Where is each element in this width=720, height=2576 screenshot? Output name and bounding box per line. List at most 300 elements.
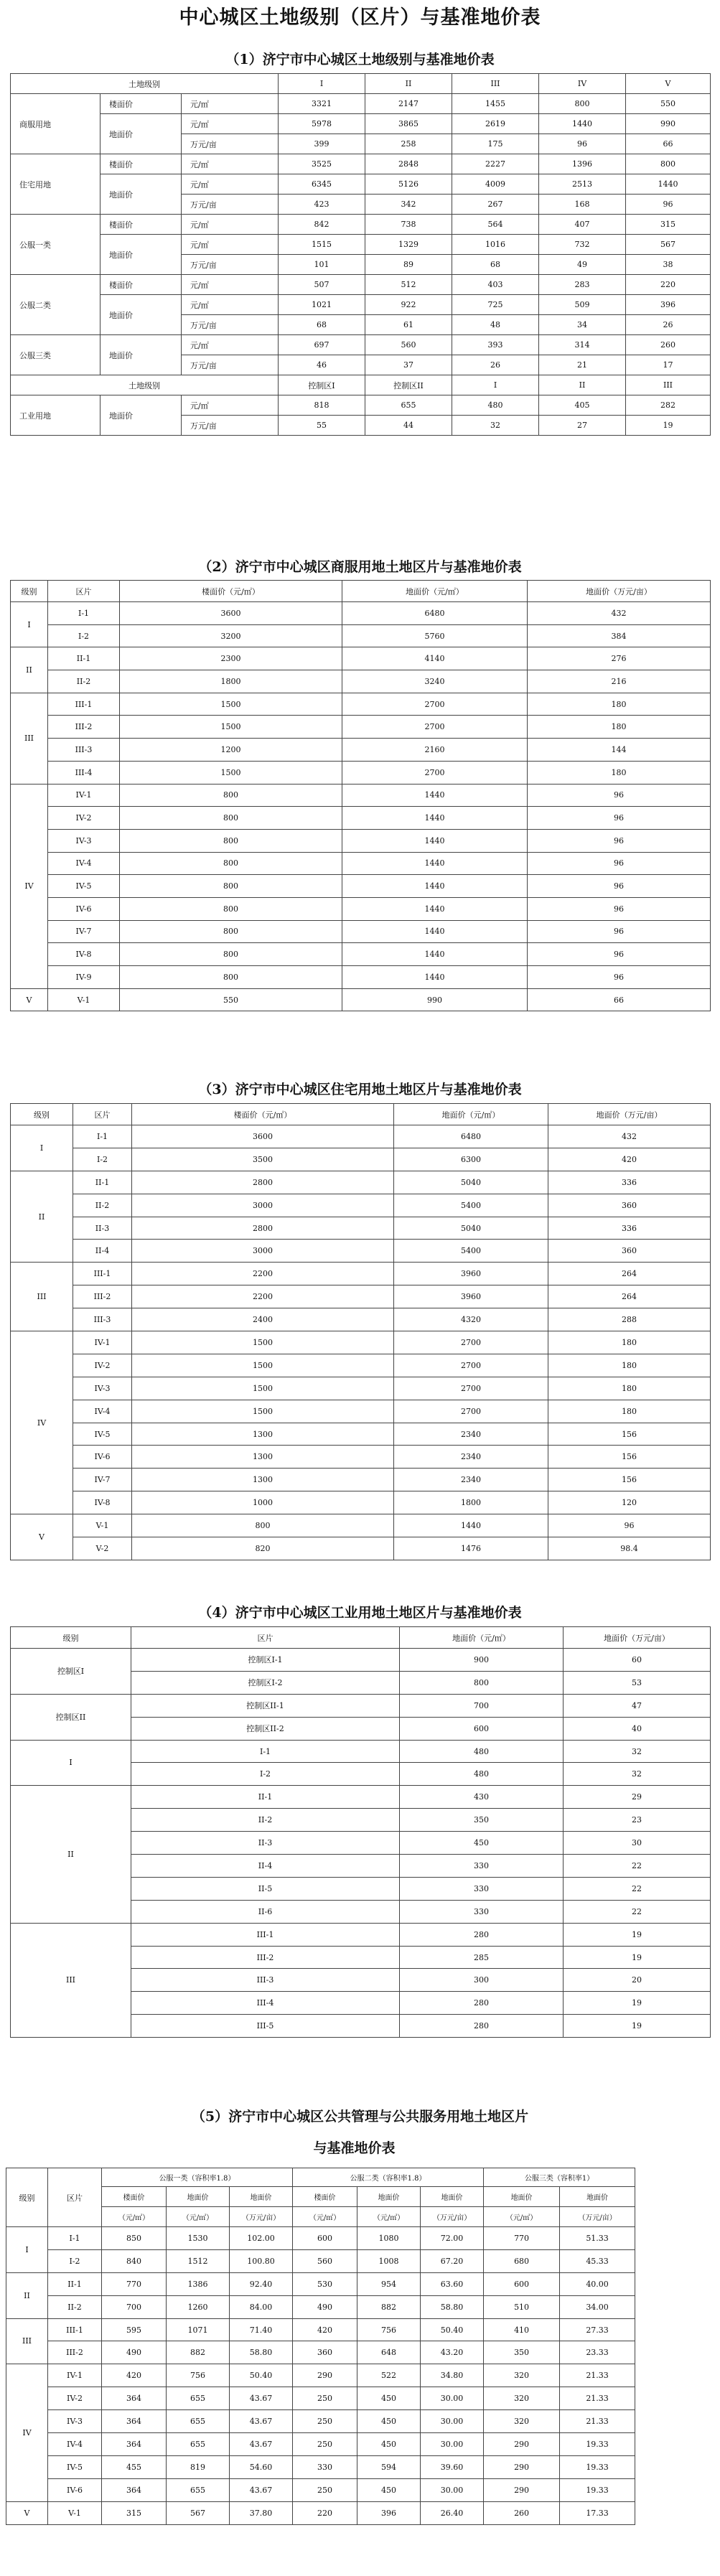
table-cell: 407 (539, 215, 626, 235)
zone-label: IV-1 (48, 784, 120, 807)
table-cell: 600 (293, 2227, 357, 2250)
table-cell: 1530 (167, 2227, 230, 2250)
table-cell: 800 (120, 920, 342, 943)
table-cell: 96 (626, 195, 711, 215)
table-cell: 282 (626, 395, 711, 416)
table-cell: 1440 (342, 807, 528, 830)
table-cell: 2800 (132, 1217, 394, 1240)
table-cell: 800 (400, 1671, 564, 1694)
unit-label: 万元/亩 (182, 416, 279, 436)
table-header-row (11, 1104, 711, 1125)
table-cell: 490 (102, 2341, 167, 2364)
table-cell: 250 (293, 2387, 357, 2410)
table-cell: 800 (120, 875, 342, 898)
table-cell: 3000 (132, 1194, 394, 1217)
table-cell: 850 (102, 2227, 167, 2250)
zone-label: II-5 (131, 1877, 400, 1900)
header-cell: I (452, 375, 539, 395)
table-cell: 800 (120, 943, 342, 966)
zone-label: 控制区II-1 (131, 1694, 400, 1717)
table-cell: 342 (365, 195, 452, 215)
table-cell: 1300 (132, 1469, 394, 1491)
header-cell: 地面价 (421, 2187, 484, 2207)
zone-label: III-3 (131, 1969, 400, 1992)
unit-label: 元/㎡ (182, 174, 279, 195)
table-cell: 1440 (394, 1514, 548, 1537)
table-residential (10, 1103, 711, 1560)
table-cell: 315 (102, 2501, 167, 2524)
table-cell: 1440 (342, 943, 528, 966)
table-cell: 276 (528, 647, 711, 670)
table-row (11, 1240, 711, 1263)
table-cell: 1512 (167, 2249, 230, 2272)
zone-label: III-1 (48, 693, 120, 716)
unit-label: 元/㎡ (182, 395, 279, 416)
table-cell: 3321 (279, 94, 365, 114)
table-cell: 20 (564, 1969, 711, 1992)
table-header-row (6, 2207, 711, 2227)
table-row (11, 275, 711, 295)
price-type-label: 楼面价 (100, 94, 182, 114)
table-row (6, 2410, 711, 2433)
table-cell: 1440 (342, 966, 528, 989)
table-cell: 364 (102, 2410, 167, 2433)
grade-label: III (11, 693, 48, 784)
table-header-row (11, 375, 711, 395)
table-row (11, 1148, 711, 1171)
table-row (11, 1354, 711, 1377)
table-cell: 280 (400, 2015, 564, 2038)
table-cell: 22 (564, 1855, 711, 1878)
table-cell: 250 (293, 2410, 357, 2433)
table-cell: 30.00 (421, 2387, 484, 2410)
grade-label: V (11, 988, 48, 1011)
table-cell: 258 (365, 134, 452, 154)
table-cell: 285 (400, 1946, 564, 1969)
land-use-label: 商服用地 (11, 94, 100, 154)
table-cell: 17.33 (560, 2501, 635, 2524)
zone-label: III-2 (131, 1946, 400, 1969)
table-cell: 48 (452, 315, 539, 335)
zone-label: II-2 (48, 2295, 102, 2318)
land-use-label: 公服三类 (11, 335, 100, 375)
table-cell: 1440 (342, 784, 528, 807)
table-cell: 4320 (394, 1308, 548, 1331)
table-cell: 430 (400, 1786, 564, 1809)
table-row (11, 784, 711, 807)
table-cell: 2700 (342, 693, 528, 716)
table-cell: 32 (564, 1740, 711, 1763)
table-cell: 680 (484, 2249, 560, 2272)
table-cell: 43.67 (230, 2410, 293, 2433)
grade-label: V (11, 1514, 73, 1560)
zone-label: II-2 (73, 1194, 132, 1217)
header-cell: 地面价 (357, 2187, 421, 2207)
land-use-label: 公服二类 (11, 275, 100, 335)
table-cell: 34.00 (560, 2295, 635, 2318)
table-cell: 96 (528, 807, 711, 830)
table-cell: 396 (357, 2501, 421, 2524)
header-cell: 地面价 (484, 2187, 560, 2207)
table-cell: 27 (539, 416, 626, 436)
table-cell: 280 (400, 1923, 564, 1946)
table-cell: 432 (548, 1125, 711, 1148)
table-cell: 1500 (132, 1377, 394, 1400)
price-type-label: 地面价 (100, 335, 182, 375)
table-row (11, 1423, 711, 1446)
table-row (6, 2455, 711, 2478)
header-cell: （元/㎡） (357, 2207, 421, 2227)
table-cell: 156 (548, 1423, 711, 1446)
table-cell: 800 (539, 94, 626, 114)
table-cell: 5400 (394, 1240, 548, 1263)
table-cell: 560 (365, 335, 452, 355)
table-cell: 23 (564, 1809, 711, 1832)
table-cell: 96 (539, 134, 626, 154)
header-cell: 楼面价 (293, 2187, 357, 2207)
table-cell: 697 (279, 335, 365, 355)
zone-label: II-4 (73, 1240, 132, 1263)
zone-label: IV-5 (73, 1423, 132, 1446)
table-cell: 19.33 (560, 2478, 635, 2501)
table-cell: 564 (452, 215, 539, 235)
table-row (11, 920, 711, 943)
grade-label: II (11, 1786, 131, 1923)
table-row (11, 739, 711, 762)
table-row (6, 2478, 711, 2501)
table-row (6, 2318, 711, 2341)
header-cell: （万元/亩） (421, 2207, 484, 2227)
table-cell: 420 (293, 2318, 357, 2341)
table-cell: 50.40 (421, 2318, 484, 2341)
table-row (11, 897, 711, 920)
table-cell: 1260 (167, 2295, 230, 2318)
table-row (11, 829, 711, 852)
table-cell: 2513 (539, 174, 626, 195)
header-cell: 地面价 (167, 2187, 230, 2207)
table-cell: 1440 (342, 897, 528, 920)
table-row (6, 2387, 711, 2410)
table-cell: 96 (528, 897, 711, 920)
table-cell: 3525 (279, 154, 365, 174)
table-cell: 5760 (342, 624, 528, 647)
page-title: 中心城区土地级别（区片）与基准地价表 (179, 6, 541, 29)
table-header-row (11, 581, 711, 602)
table-row (11, 1285, 711, 1308)
header-cell: I (279, 74, 365, 94)
table-row (11, 647, 711, 670)
table-cell: 1515 (279, 235, 365, 255)
table-cell: 21.33 (560, 2387, 635, 2410)
table-cell: 96 (528, 943, 711, 966)
zone-label: I-2 (131, 1763, 400, 1786)
table-cell: 34.80 (421, 2364, 484, 2387)
table-cell: 39.60 (421, 2455, 484, 2478)
table-row (6, 2364, 711, 2387)
table-cell: 72.00 (421, 2227, 484, 2250)
table-cell: 92.40 (230, 2272, 293, 2295)
table-cell: 655 (167, 2387, 230, 2410)
table-cell: 6480 (342, 602, 528, 625)
table-cell: 5040 (394, 1171, 548, 1194)
table-cell: 800 (120, 807, 342, 830)
zone-label: IV-4 (73, 1400, 132, 1423)
table-cell: 96 (528, 852, 711, 875)
table-cell: 2340 (394, 1423, 548, 1446)
price-type-label: 楼面价 (100, 275, 182, 295)
table-cell: 29 (564, 1786, 711, 1809)
unit-label: 万元/亩 (182, 134, 279, 154)
table-row (11, 114, 711, 134)
table-cell: 21.33 (560, 2410, 635, 2433)
zone-label: II-6 (131, 1900, 400, 1923)
table-cell: 100.80 (230, 2249, 293, 2272)
grade-label: 控制区I (11, 1649, 131, 1695)
header-cell: 级别 (11, 581, 48, 602)
table-cell: 175 (452, 134, 539, 154)
table-cell: 84.00 (230, 2295, 293, 2318)
table-cell: 43.20 (421, 2341, 484, 2364)
grade-label: III (11, 1263, 73, 1331)
table-cell: 336 (548, 1217, 711, 1240)
table-cell: 384 (528, 624, 711, 647)
table-cell: 1500 (132, 1354, 394, 1377)
table-cell: 700 (400, 1694, 564, 1717)
table-cell: 800 (120, 897, 342, 920)
table-cell: 455 (102, 2455, 167, 2478)
table-cell: 290 (293, 2364, 357, 2387)
grade-label: II (6, 2272, 48, 2318)
table-cell: 800 (626, 154, 711, 174)
header-cell: 级别 (6, 2168, 48, 2227)
table-row (11, 1308, 711, 1331)
table-row (11, 1786, 711, 1809)
table-row (11, 1125, 711, 1148)
table-cell: 156 (548, 1469, 711, 1491)
table-row (11, 94, 711, 114)
table-cell: 450 (357, 2433, 421, 2456)
table-cell: 32 (564, 1763, 711, 1786)
header-cell: 公服三类（容积率1） (484, 2168, 635, 2187)
table-cell: 46 (279, 355, 365, 375)
zone-label: V-1 (48, 988, 120, 1011)
table-cell: 3960 (394, 1263, 548, 1285)
table-cell: 393 (452, 335, 539, 355)
table-cell: 67.20 (421, 2249, 484, 2272)
header-cell: （元/㎡） (484, 2207, 560, 2227)
table-cell: 2848 (365, 154, 452, 174)
table-cell: 1386 (167, 2272, 230, 2295)
zone-label: I-1 (48, 2227, 102, 2250)
table-row (11, 1331, 711, 1354)
zone-label: II-2 (48, 670, 120, 693)
table-cell: 96 (528, 966, 711, 989)
unit-label: 元/㎡ (182, 154, 279, 174)
table-cell: 560 (293, 2249, 357, 2272)
table-cell: 264 (548, 1263, 711, 1285)
zone-label: II-1 (48, 2272, 102, 2295)
table-row (11, 295, 711, 315)
table-cell: 1440 (342, 875, 528, 898)
table-cell: 180 (528, 693, 711, 716)
table-cell: 320 (484, 2364, 560, 2387)
table-cell: 3500 (132, 1148, 394, 1171)
table-cell: 1800 (120, 670, 342, 693)
grade-label: 控制区II (11, 1694, 131, 1740)
table-cell: 6345 (279, 174, 365, 195)
table-row (11, 761, 711, 784)
table-cell: 220 (293, 2501, 357, 2524)
table-cell: 420 (102, 2364, 167, 2387)
table-cell: 1071 (167, 2318, 230, 2341)
table-cell: 567 (167, 2501, 230, 2524)
table-cell: 37 (365, 355, 452, 375)
section-title-3: （3）济宁市中心城区住宅用地土地区片与基准地价表 (198, 1082, 522, 1097)
table-cell: 5040 (394, 1217, 548, 1240)
header-cell: 地面价 (560, 2187, 635, 2207)
table-cell: 350 (400, 1809, 564, 1832)
table-cell: 3960 (394, 1285, 548, 1308)
zone-label: II-1 (48, 647, 120, 670)
table-cell: 350 (484, 2341, 560, 2364)
table-cell: 510 (484, 2295, 560, 2318)
header-cell: （万元/亩） (560, 2207, 635, 2227)
table-cell: 954 (357, 2272, 421, 2295)
table-cell: 820 (132, 1537, 394, 1560)
table-cell: 800 (132, 1514, 394, 1537)
table-cell: 1500 (120, 693, 342, 716)
table-cell: 450 (400, 1832, 564, 1855)
table-cell: 40 (564, 1717, 711, 1740)
table-cell: 168 (539, 195, 626, 215)
table-cell: 882 (357, 2295, 421, 2318)
table-cell: 264 (548, 1285, 711, 1308)
zone-label: IV-2 (48, 807, 120, 830)
table-row (11, 1263, 711, 1285)
table-cell: 1396 (539, 154, 626, 174)
grade-label: II (11, 1171, 73, 1263)
table-cell: 101 (279, 255, 365, 275)
table-row (11, 988, 711, 1011)
header-cell: II (365, 74, 452, 94)
price-type-label: 地面价 (100, 295, 182, 335)
table-cell: 17 (626, 355, 711, 375)
section-title-2: （2）济宁市中心城区商服用地土地区片与基准地价表 (198, 559, 522, 575)
table-cell: 480 (400, 1763, 564, 1786)
header-cell: 土地级别 (11, 74, 279, 94)
table-cell: 320 (484, 2410, 560, 2433)
table-cell: 3200 (120, 624, 342, 647)
table-cell: 399 (279, 134, 365, 154)
table-cell: 26 (452, 355, 539, 375)
table-cell: 922 (365, 295, 452, 315)
table-cell: 4009 (452, 174, 539, 195)
table-row (6, 2433, 711, 2456)
grade-label: IV (11, 1331, 73, 1514)
table-cell: 250 (293, 2433, 357, 2456)
table-cell: 6300 (394, 1148, 548, 1171)
table-row (11, 602, 711, 625)
unit-label: 万元/亩 (182, 355, 279, 375)
table-cell: 550 (120, 988, 342, 1011)
land-use-label: 公服一类 (11, 215, 100, 275)
table-cell: 43.67 (230, 2478, 293, 2501)
unit-label: 元/㎡ (182, 295, 279, 315)
table-cell: 180 (528, 716, 711, 739)
table-cell: 330 (400, 1877, 564, 1900)
table-cell: 512 (365, 275, 452, 295)
header-cell: 地面价（元/㎡） (342, 581, 528, 602)
table-cell: 1476 (394, 1537, 548, 1560)
table-cell: 260 (626, 335, 711, 355)
table-row (11, 943, 711, 966)
section-title-1: （1）济宁市中心城区土地级别与基准地价表 (225, 52, 495, 67)
header-cell: 地面价（万元/亩） (564, 1627, 711, 1649)
zone-label: 控制区I-1 (131, 1649, 400, 1672)
table-cell: 800 (120, 852, 342, 875)
table-cell: 405 (539, 395, 626, 416)
table-cell: 842 (279, 215, 365, 235)
grade-label: IV (11, 784, 48, 988)
table-cell: 818 (279, 395, 365, 416)
table-cell: 2227 (452, 154, 539, 174)
table-cell: 120 (548, 1491, 711, 1514)
table-cell: 66 (626, 134, 711, 154)
table-cell: 410 (484, 2318, 560, 2341)
table-cell: 600 (400, 1717, 564, 1740)
table-cell: 144 (528, 739, 711, 762)
table-cell: 51.33 (560, 2227, 635, 2250)
table-cell: 1500 (132, 1331, 394, 1354)
table-cell: 756 (167, 2364, 230, 2387)
header-cell: 土地级别 (11, 375, 279, 395)
table-cell: 2619 (452, 114, 539, 134)
table-cell: 22 (564, 1900, 711, 1923)
table-cell: 45.33 (560, 2249, 635, 2272)
table-cell: 432 (528, 602, 711, 625)
price-type-label: 地面价 (100, 114, 182, 154)
grade-label: III (6, 2318, 48, 2364)
table-cell: 990 (342, 988, 528, 1011)
table-cell: 27.33 (560, 2318, 635, 2341)
table-row (11, 235, 711, 255)
grade-label: III (11, 1923, 131, 2037)
unit-label: 万元/亩 (182, 195, 279, 215)
table-cell: 900 (400, 1649, 564, 1672)
table-cell: 26.40 (421, 2501, 484, 2524)
table-row (11, 1217, 711, 1240)
table-cell: 403 (452, 275, 539, 295)
table-land-grade (10, 73, 711, 436)
table-cell: 450 (357, 2478, 421, 2501)
grade-label: II (11, 647, 48, 693)
table-cell: 49 (539, 255, 626, 275)
table-cell: 21 (539, 355, 626, 375)
table-cell: 54.60 (230, 2455, 293, 2478)
table-row (6, 2501, 711, 2524)
zone-label: I-1 (48, 602, 120, 625)
zone-label: IV-1 (48, 2364, 102, 2387)
table-cell: 1440 (539, 114, 626, 134)
table-cell: 43.67 (230, 2387, 293, 2410)
table-cell: 2700 (394, 1400, 548, 1423)
zone-label: IV-7 (73, 1469, 132, 1491)
zone-label: I-2 (48, 624, 120, 647)
zone-label: III-2 (48, 716, 120, 739)
table-cell: 732 (539, 235, 626, 255)
zone-label: III-2 (48, 2341, 102, 2364)
table-row (11, 154, 711, 174)
